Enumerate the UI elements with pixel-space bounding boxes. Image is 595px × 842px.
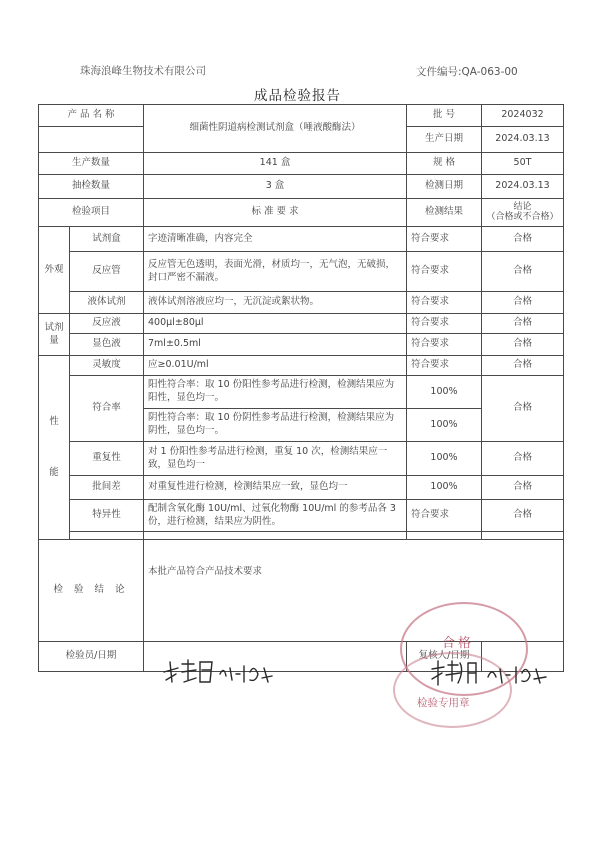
tube-result: 符合要求 — [407, 252, 482, 292]
reviewer-signature — [428, 655, 558, 689]
repeatability-item: 重复性 — [70, 442, 144, 476]
product-name-value: 细菌性阴道病检测试剂盒（唾液酸酶法） — [144, 105, 407, 153]
seal-dept-text: 检验专用章 — [417, 697, 470, 709]
row-sensitivity — [39, 356, 564, 376]
batch-value: 2024032 — [482, 105, 564, 127]
liquid-item: 液体试剂 — [70, 292, 144, 314]
reaction-liquid-conclusion: 合格 — [482, 314, 564, 334]
conclusion-header-main: 结论 — [513, 201, 532, 212]
row-kit — [39, 227, 564, 252]
tube-item: 反应管 — [70, 252, 144, 292]
compliance-neg-standard: 阴性符合率：取 10 份阴性参考品进行检测，检测结果应为阴性，显色均一。 — [144, 409, 407, 442]
test-date-label: 检测日期 — [407, 175, 482, 199]
compliance-item: 符合率 — [70, 376, 144, 442]
conclusion-header — [482, 199, 564, 227]
row-compliance-positive — [39, 376, 564, 409]
sample-qty-label: 抽检数量 — [39, 175, 144, 199]
liquid-result: 符合要求 — [407, 292, 482, 314]
compliance-neg-result: 100% — [407, 409, 482, 442]
row-tube — [39, 252, 564, 292]
group-performance-2: 能 — [49, 466, 59, 478]
seal-text: 合格 — [442, 636, 475, 651]
kit-result: 符合要求 — [407, 227, 482, 252]
row-specificity — [39, 500, 564, 532]
inspection-table — [38, 104, 564, 672]
reaction-liquid-standard: 400μl±80μl — [144, 314, 407, 334]
conclusion-label: 检 验 结 论 — [39, 540, 144, 642]
production-date-label: 生产日期 — [407, 127, 482, 153]
row-production-qty — [39, 153, 564, 175]
repeatability-standard: 对 1 份阳性参考品进行检测，重复 10 次，检测结果应一致，显色均一 — [144, 442, 407, 476]
batch-diff-item: 批间差 — [70, 476, 144, 500]
conclusion-text: 本批产品符合产品技术要求 — [144, 540, 564, 642]
liquid-standard: 液体试剂溶液应均一，无沉淀或絮状物。 — [144, 292, 407, 314]
color-liquid-result: 符合要求 — [407, 334, 482, 356]
repeatability-result: 100% — [407, 442, 482, 476]
reviewer-label: 复核人/日期 — [407, 642, 482, 672]
file-number: 文件编号:QA-063-00 — [416, 66, 518, 78]
spec-label: 规 格 — [407, 153, 482, 175]
specificity-conclusion: 合格 — [482, 500, 564, 532]
row-color-liquid — [39, 334, 564, 356]
sensitivity-result: 符合要求 — [407, 356, 482, 376]
report-title: 成品检验报告 — [254, 88, 341, 104]
row-sample-qty — [39, 175, 564, 199]
group-performance — [39, 356, 70, 540]
color-liquid-item: 显色液 — [70, 334, 144, 356]
sensitivity-conclusion: 合格 — [482, 356, 564, 376]
inspector-label: 检验员/日期 — [39, 642, 144, 672]
item-header: 检验项目 — [39, 199, 144, 227]
liquid-conclusion: 合格 — [482, 292, 564, 314]
group-volume: 试剂量 — [39, 314, 70, 356]
kit-standard: 字迹清晰准确，内容完全 — [144, 227, 407, 252]
conclusion-header-sub: （合格或不合格） — [486, 211, 559, 222]
specificity-item: 特异性 — [70, 500, 144, 532]
standard-header: 标 准 要 求 — [144, 199, 407, 227]
kit-item: 试剂盒 — [70, 227, 144, 252]
row-column-headers — [39, 199, 564, 227]
production-qty-label: 生产数量 — [39, 153, 144, 175]
kit-conclusion: 合格 — [482, 227, 564, 252]
company-name: 珠海浪峰生物技术有限公司 — [80, 65, 206, 77]
repeatability-conclusion: 合格 — [482, 442, 564, 476]
sensitivity-item: 灵敏度 — [70, 356, 144, 376]
batch-diff-result: 100% — [407, 476, 482, 500]
test-date-value: 2024.03.13 — [482, 175, 564, 199]
row-reaction-liquid — [39, 314, 564, 334]
batch-diff-conclusion: 合格 — [482, 476, 564, 500]
production-qty-value: 141 盒 — [144, 153, 407, 175]
sensitivity-standard: 应≥0.01U/ml — [144, 356, 407, 376]
reaction-liquid-result: 符合要求 — [407, 314, 482, 334]
specificity-standard: 配制含氧化酶 10U/ml、过氧化物酶 10U/ml 的参考品各 3 份，进行检测，结果应为阴性。 — [144, 500, 407, 532]
group-performance-1: 性 — [49, 416, 59, 428]
spec-value: 50T — [482, 153, 564, 175]
compliance-pos-result: 100% — [407, 376, 482, 409]
inspector-signature — [160, 654, 280, 688]
color-liquid-conclusion: 合格 — [482, 334, 564, 356]
tube-conclusion: 合格 — [482, 252, 564, 292]
row-product-name — [39, 105, 564, 127]
row-batch-diff — [39, 476, 564, 500]
tube-standard: 反应管无色透明，表面光滑，材质均一，无气泡，无破损，封口严密不漏液。 — [144, 252, 407, 292]
production-date-value: 2024.03.13 — [482, 127, 564, 153]
product-name-label: 产 品 名 称 — [39, 105, 144, 127]
sample-qty-value: 3 盒 — [144, 175, 407, 199]
batch-diff-standard: 对重复性进行检测，检测结果应一致，显色均一 — [144, 476, 407, 500]
color-liquid-standard: 7ml±0.5ml — [144, 334, 407, 356]
specificity-result: 符合要求 — [407, 500, 482, 532]
row-repeatability — [39, 442, 564, 476]
row-spacer — [39, 532, 564, 540]
row-liquid — [39, 292, 564, 314]
compliance-conclusion: 合格 — [482, 376, 564, 442]
batch-label: 批 号 — [407, 105, 482, 127]
compliance-pos-standard: 阳性符合率：取 10 份阳性参考品进行检测，检测结果应为阳性，显色均一。 — [144, 376, 407, 409]
reaction-liquid-item: 反应液 — [70, 314, 144, 334]
result-header: 检测结果 — [407, 199, 482, 227]
group-appearance: 外观 — [39, 227, 70, 314]
